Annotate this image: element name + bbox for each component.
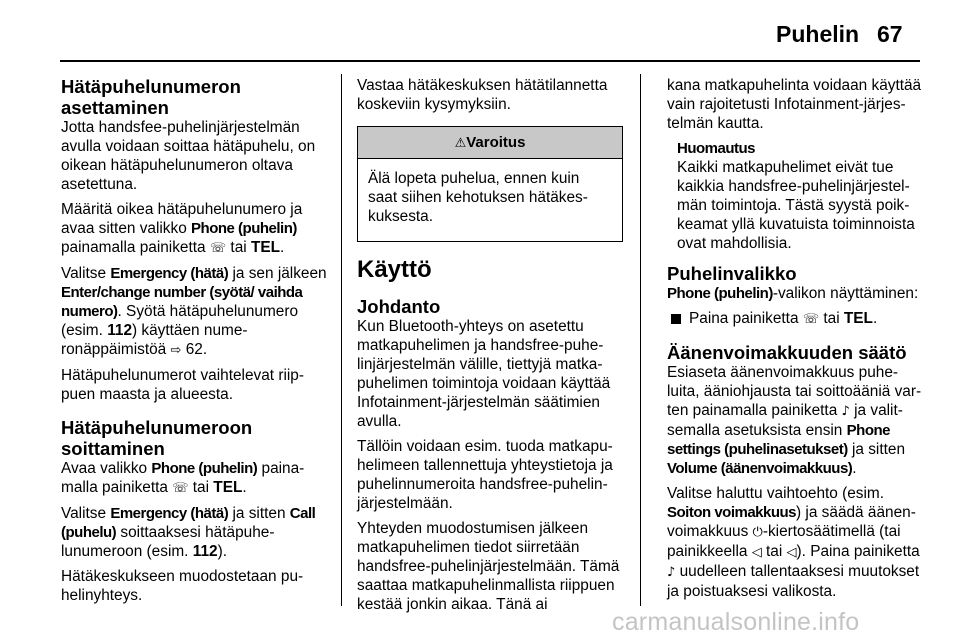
paragraph: Vastaa hätäkeskuksen hätätilannetta koskeviin kysymyksiin.	[357, 77, 608, 113]
header-rule	[60, 60, 920, 62]
volume-up-icon: ◁	[751, 545, 762, 560]
warning-box	[357, 126, 623, 242]
paragraph: Esiaseta äänenvoimakkuus puheluita, ääniohjausta tai soittoääniä varten painamalla painiketta ♪ ja valitsemalla asetuksista ensin Phone settings (puhelinasetukset) ja sitten Volume (äänenvoimakkuus).	[667, 364, 922, 477]
paragraph: Avaa valikko Phone (puhelin) painamalla painiketta ☏ tai TEL.	[61, 460, 305, 496]
watermark: carmanualsonline.info	[612, 608, 860, 636]
page-number: 67	[877, 21, 903, 47]
paragraph: kana matkapuhelinta voidaan käyttää vain rajoitetusti Infotainment-järjestelmän kautta.	[667, 77, 922, 132]
paragraph: Valitse Emergency (hätä) ja sitten Call (puhelu) soittaaksesi hätäpuhelunumeroon (esim. 112).	[61, 505, 316, 560]
note-box	[667, 139, 923, 253]
page-reference-icon: ⇨	[170, 343, 182, 358]
paragraph: Valitse haluttu vaihtoehto (esim. Soiton voimakkuus) ja säädä äänenvoimakkuus ⏻-kiertosäätimellä (tai painikkeella ◁ tai ◁). Paina painiketta ♪ uudelleen tallentaaksesi muutokset ja poistuaksesi valikosta.	[667, 485, 920, 600]
column-3	[667, 76, 923, 607]
paragraph: Valitse Emergency (hätä) ja sen jälkeen Enter/change number (syötä/ vaihda numero). Syötä hätäpuhelunumero (esim. 112) käyttäen numeronäppäimistöä ⇨ 62.	[61, 265, 327, 358]
paragraph: Hätäpuhelunumerot vaihtelevat riippuen maasta ja alueesta.	[61, 367, 304, 403]
warning-icon: ⚠	[454, 136, 467, 151]
page-header	[0, 0, 960, 62]
settings-key-icon: ♪	[841, 404, 850, 419]
section-heading-intro: Johdanto	[357, 296, 441, 317]
settings-key-icon: ♪	[667, 565, 676, 580]
phone-icon: ☏	[802, 312, 820, 327]
list-item: Paina painiketta ☏ tai TEL.	[667, 309, 923, 329]
paragraph: Phone (puhelin)-valikon näyttäminen:	[667, 285, 919, 302]
paragraph: Jotta handsfee-puhelinjärjestelmän avulla voidaan soittaa hätäpuhelu, on oikean hätäpuhelunumeron oltava asetettuna.	[61, 119, 316, 193]
paragraph: Yhteyden muodostumisen jälkeen matkapuhelimen tiedot siirretään handsfree-puhelinjärjestelmään. Tämä saattaa matkapuhelinmallista riippuen kestää jonkin aikaa. Tänä ai	[357, 520, 620, 613]
paragraph: Hätäkeskukseen muodostetaan puhelinyhteys.	[61, 568, 304, 604]
phone-icon: ☏	[172, 481, 189, 496]
note-text: Kaikki matkapuhelimet eivät tue kaikkia handsfree-puhelinjärjestelmän toimintoja. Tästä syystä poikkeamat yllä kuvatuista toiminnoista ovat mahdollisia.	[677, 159, 915, 252]
section-heading-phone-menu: Puhelinvalikko	[667, 263, 797, 284]
rotary-knob-icon: ⏻	[752, 525, 763, 540]
section-heading-volume: Äänenvoimakkuuden säätö	[667, 342, 907, 363]
column-divider-2	[640, 74, 641, 606]
warning-text: Älä lopeta puhelua, ennen kuin saat siihen kehotuksen hätäkeskuksesta.	[368, 170, 588, 225]
bullet-square-icon	[671, 314, 681, 324]
chapter-heading: Käyttö	[357, 256, 432, 283]
volume-down-icon: ◁	[786, 545, 797, 560]
phone-icon: ☏	[209, 241, 227, 256]
section-heading-emergency-setup: Hätäpuhelunumeron asettaminen	[61, 76, 241, 118]
note-title: Huomautus	[677, 140, 755, 157]
page-title: Puhelin	[776, 21, 860, 47]
warning-header: ⚠Varoitus	[358, 127, 622, 159]
paragraph: Kun Bluetooth-yhteys on asetettu matkapuhelimen ja handsfree-puhelinjärjestelmän välille, tiettyjä matkapuhelimen toimintoja voidaan käyttää Infotainment-järjestelmän säätimien avulla.	[357, 318, 611, 430]
paragraph: Tällöin voidaan esim. tuoda matkapuhelimeen tallennettuja yhteystietoja ja puhelinnumeroita handsfree-puhelinjärjestelmään.	[357, 438, 613, 512]
paragraph: Määritä oikea hätäpuhelunumero ja avaa sitten valikko Phone (puhelin) painamalla painiketta ☏ tai TEL.	[61, 201, 303, 256]
column-divider-1	[341, 74, 342, 606]
section-heading-emergency-call: Hätäpuhelunumeroon soittaminen	[61, 417, 253, 459]
column-2	[357, 76, 623, 620]
column-1	[61, 76, 329, 611]
